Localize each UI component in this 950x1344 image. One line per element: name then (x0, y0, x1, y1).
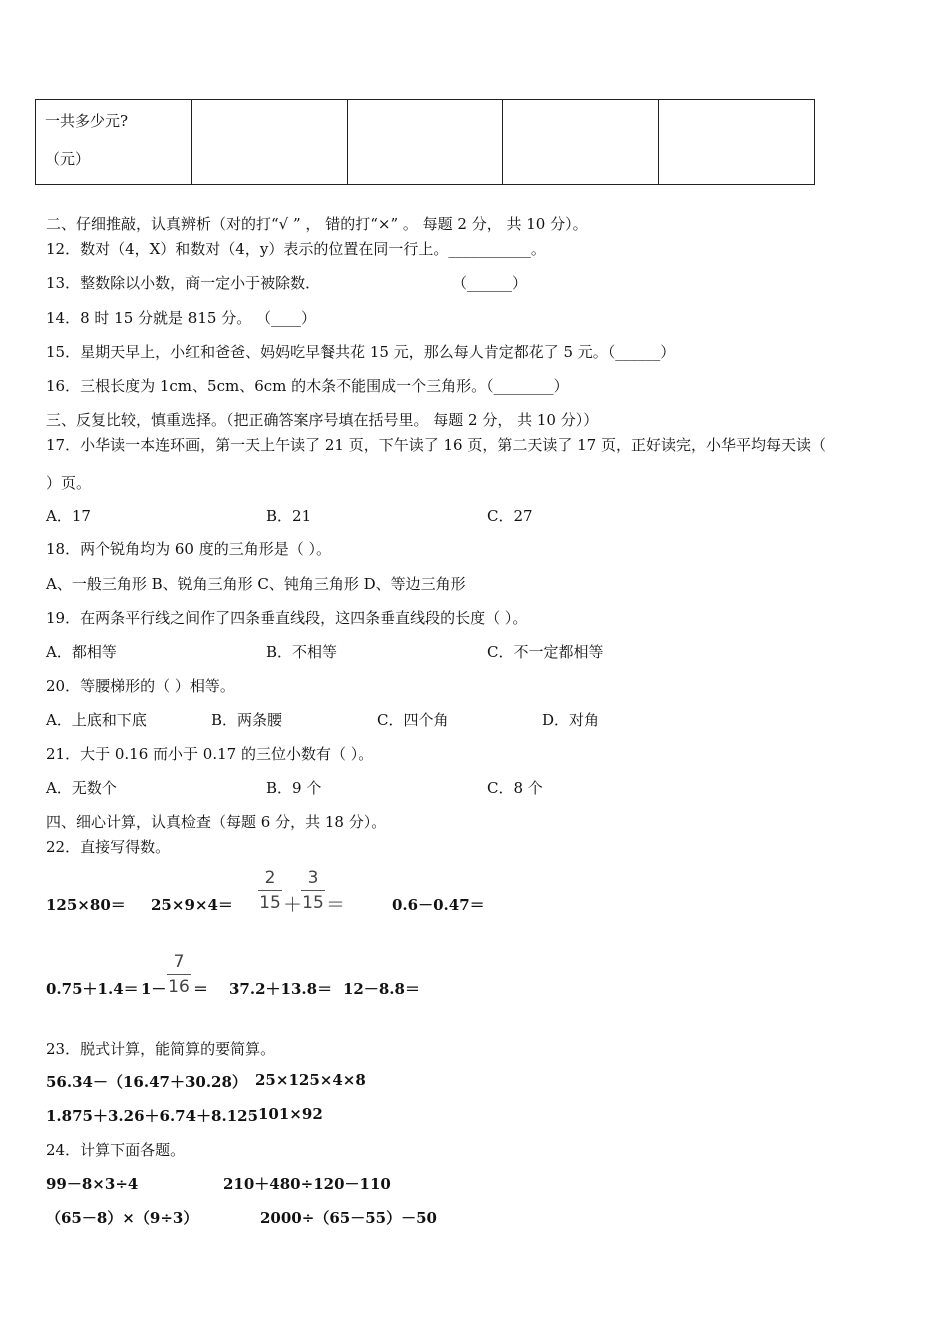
table-cell-empty[interactable] (191, 100, 347, 185)
fraction-bar (301, 890, 325, 891)
q20-option-d[interactable]: D．对角 (542, 711, 600, 729)
fraction-denominator: 16 (168, 977, 190, 997)
q20-option-a[interactable]: A．上底和下底 (46, 711, 147, 729)
fraction-numerator: 7 (173, 952, 185, 972)
question-23: 23．脱式计算，能简算的要简算。 (46, 1040, 276, 1058)
section2-heading: 二、仔细推敲，认真辨析（对的打“√ ” ， 错的打“×” 。 每题 2 分， 共 10 分）。 (46, 215, 588, 233)
question-17-line-1: 17．小华读一本连环画，第一天上午读了 21 页，下午读了 16 页，第二天读了 17 页，正好读完，小华平均每天读（ (46, 436, 826, 454)
q21-option-b[interactable]: B．9 个 (266, 779, 322, 797)
fraction-numerator: 3 (307, 868, 319, 888)
q24-expr-2: 210＋480÷120－110 (223, 1175, 391, 1193)
answer-table (35, 99, 815, 185)
question-13-blank[interactable]: （______） (452, 274, 528, 292)
table-cell-label (36, 100, 192, 185)
question-14: 14．8 时 15 分就是 815 分。 （____） (46, 309, 316, 327)
q24-expr-3: （65－8）×（9÷3） (46, 1209, 199, 1227)
question-21: 21．大于 0.16 而小于 0.17 的三位小数有（ ）。 (46, 745, 374, 763)
table-cell-line-2: （元） (45, 150, 91, 168)
fraction-bar (167, 974, 191, 975)
q24-expr-1: 99－8×3÷4 (46, 1175, 139, 1193)
fraction-numerator: 2 (264, 868, 276, 888)
calc-expr-0.75+1.4: 0.75＋1.4＝ (46, 980, 139, 998)
q20-option-c[interactable]: C．四个角 (377, 711, 449, 729)
question-18: 18．两个锐角均为 60 度的三角形是（ ）。 (46, 540, 331, 558)
q23-expr-3: 1.875＋3.26＋6.74＋8.125 (46, 1107, 259, 1125)
q21-option-a[interactable]: A．无数个 (46, 779, 117, 797)
q19-option-a[interactable]: A．都相等 (46, 643, 117, 661)
question-20: 20．等腰梯形的（ ）相等。 (46, 677, 235, 695)
calc-expr-1-minus: 1－ (141, 980, 167, 998)
q17-option-a[interactable]: A．17 (46, 507, 91, 525)
fraction-bar (258, 890, 282, 891)
question-16: 16．三根长度为 1cm、5cm、6cm 的木条不能围成一个三角形。（________） (46, 377, 569, 395)
q21-option-c[interactable]: C．8 个 (487, 779, 543, 797)
q18-options[interactable]: A、一般三角形 B、锐角三角形 C、钝角三角形 D、等边三角形 (46, 575, 466, 593)
fraction-7-16 (167, 952, 191, 997)
question-19: 19．在两条平行线之间作了四条垂直线段，这四条垂直线段的长度（ ）。 (46, 609, 528, 627)
table-cell-empty[interactable] (347, 100, 503, 185)
fraction-denominator: 15 (259, 893, 281, 913)
fraction-denominator: 15 (302, 893, 324, 913)
question-15: 15．星期天早上，小红和爸爸、妈妈吃早餐共花 15 元，那么每人肯定都花了 5 元。（______） (46, 343, 676, 361)
calc-expr-125x80: 125×80＝ (46, 896, 126, 914)
q23-expr-4: 101×92 (258, 1105, 323, 1123)
table-cell-empty[interactable] (503, 100, 659, 185)
plus-sign: ＋ (283, 894, 303, 916)
q17-option-c[interactable]: C．27 (487, 507, 533, 525)
q23-expr-2: 25×125×4×8 (255, 1071, 366, 1089)
equals-sign: ＝ (326, 894, 346, 916)
question-13: 13．整数除以小数，商一定小于被除数． (46, 274, 321, 292)
question-22: 22．直接写得数。 (46, 838, 171, 856)
q17-option-b[interactable]: B．21 (266, 507, 312, 525)
q24-expr-4: 2000÷（65－55）－50 (260, 1209, 437, 1227)
equals-sign: ＝ (193, 980, 209, 998)
section3-heading: 三、反复比较，慎重选择。（把正确答案序号填在括号里。 每题 2 分， 共 10 分）） (46, 411, 599, 429)
q19-option-c[interactable]: C．不一定都相等 (487, 643, 604, 661)
q19-option-b[interactable]: B．不相等 (266, 643, 338, 661)
fraction-2-15 (258, 868, 282, 913)
section4-heading: 四、细心计算，认真检查（每题 6 分，共 18 分）。 (46, 813, 387, 831)
question-24: 24．计算下面各题。 (46, 1141, 186, 1159)
calc-expr-12-8.8: 12－8.8＝ (343, 980, 420, 998)
table-cell-line-1: 一共多少元? (45, 112, 129, 130)
question-12: 12．数对（4，X）和数对（4，y）表示的位置在同一行上。___________。 (46, 240, 546, 258)
table-cell-empty[interactable] (659, 100, 815, 185)
fraction-3-15 (301, 868, 325, 913)
question-17-line-2: ）页。 (46, 474, 92, 492)
calc-expr-37.2+13.8: 37.2＋13.8＝ (229, 980, 333, 998)
calc-expr-0.6-0.47: 0.6－0.47＝ (392, 896, 485, 914)
q20-option-b[interactable]: B．两条腰 (211, 711, 283, 729)
calc-expr-25x9x4: 25×9×4＝ (151, 896, 233, 914)
q23-expr-1: 56.34－（16.47＋30.28） (46, 1073, 247, 1091)
